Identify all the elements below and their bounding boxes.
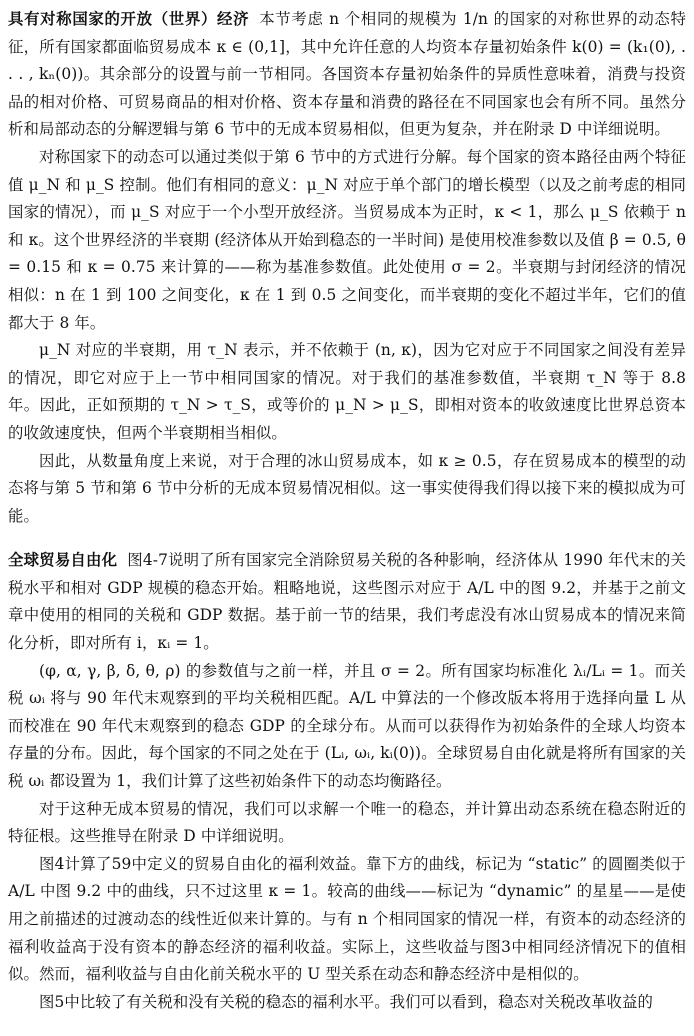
symmetric-paragraph-1: [8, 6, 686, 144]
liberalization-paragraph-1: [8, 547, 686, 657]
liberalization-paragraph-2: (φ, α, γ, β, δ, θ, ρ) 的参数值与之前一样，并且 σ = 2。所有国家均标准化 λᵢ/Lᵢ = 1。而关税 ωᵢ 将与 90 年代末观察到的平均关税相匹配。A/L 中算法的一个修改版本将用于选择向量 L 从而校准在 90 年代末观察到的稳态 GDP 的全球分布。从而可以获得作为初始条件的全球人均资本存量的分布。因此，每个国家的不同之处在于 (Lᵢ, ωᵢ, kᵢ(0))。全球贸易自由化就是将所有国家的关税 ωᵢ 都设置为 1，我们计算了这些初始条件下的动态均衡路径。: [8, 661, 686, 791]
section-heading-liberalization: 全球贸易自由化: [8, 551, 118, 570]
symmetric-paragraph-3: μ_N 对应的半衰期，用 τ_N 表示，并不依赖于 (n, κ)，因为它对应于不同国家之间没有差异的情况，即它对应于上一节中相同国家的情况。对于我们的基准参数值，半衰期 τ_N 等于 8.8 年。因此，正如预期的 τ_N > τ_S，或等价的 μ_N > μ_S，即相对资本的收敛速度比世界总资本的收敛速度快，但两个半衰期相当相似。: [8, 341, 686, 442]
symmetric-paragraph-4: 因此，从数量角度上来说，对于合理的冰山贸易成本，如 κ ≥ 0.5，存在贸易成本的模型的动态将与第 5 节和第 6 节中分析的无成本贸易情况相似。这一事实使得我们得以接下来的模拟成为可能。: [8, 451, 686, 525]
section-heading-symmetric: 具有对称国家的开放（世界）经济: [8, 10, 250, 28]
symmetric-paragraph-2: 对称国家下的动态可以通过类似于第 6 节中的方式进行分解。每个国家的资本路径由两个特征值 μ_N 和 μ_S 控制。他们有相同的意义：μ_N 对应于单个部门的增长模型（以及之前考虑的相同国家的情况），而 μ_S 对应于一个小型开放经济。当贸易成本为正时，κ < 1，那么 μ_S 依赖于 n 和 κ。这个世界经济的半衰期 (经济体从开始到稳态的一半时间) 是使用校准参数以及值 β = 0.5, θ = 0.15 和 κ = 0.75 来计算的——称为基准参数值。此处使用 σ = 2。半衰期与封闭经济的情况相似：n 在 1 到 100 之间变化，κ 在 1 到 0.5 之间变化，而半衰期的变化不超过半年，它们的值都大于 8 年。: [8, 147, 686, 332]
liberalization-paragraph-4: 图4计算了59中定义的贸易自由化的福利效益。靠下方的曲线，标记为 “static” 的圆圈类似于 A/L 中图 9.2 中的曲线，只不过这里 κ = 1。较高的曲线——标记为 “dynamic” 的星星——是使用之前描述的过渡动态的线性近似来计算的。与有 n 个相同国家的情况一样，有资本的动态经济的福利收益高于没有资本的静态经济的福利收益。实际上，这些收益与图3中相同经济情况下的值相似。然而，福利收益与自由化前关税水平的 U 型关系在动态和静态经济中是相似的。: [8, 854, 686, 984]
paragraph-text: 图4-7说明了所有国家完全消除贸易关税的各种影响，经济体从 1990 年代末的关税水平和相对 GDP 规模的稳态开始。粗略地说，这些图示对应于 A/L 中的图 9.2，并基于之前文章中使用的相同的关税和 GDP 数据。基于前一节的结果，我们考虑没有冰山贸易成本的情况来简化分析，即对所有 i，κᵢ = 1。: [8, 551, 686, 653]
paper-page: [8, 6, 686, 1016]
section-gap: [8, 530, 686, 547]
liberalization-paragraph-3: 对于这种无成本贸易的情况，我们可以求解一个唯一的稳态，并计算出动态系统在稳态附近的特征根。这些推导在附录 D 中详细说明。: [8, 799, 686, 846]
liberalization-paragraph-5: 图5中比较了有关税和没有关税的稳态的福利水平。我们可以看到，稳态对关税改革收益的: [39, 992, 654, 1011]
paragraph-text: 本节考虑 n 个相同的规模为 1/n 的国家的对称世界的动态特征，所有国家都面临贸易成本 κ ∈ (0,1]，其中允许任意的人均资本存量初始条件 k(0) = (k₁(0), . . . , kₙ(0))。其余部分的设置与前一节相同。各国资本存量初始条件的异质性意味着，消费与投资品的相对价格、可贸易商品的相对价格、资本存量和消费的路径在不同国家也会有所不同。虽然分析和局部动态的分解逻辑与第 6 节中的无成本贸易相似，但更为复杂，并在附录 D 中详细说明。: [8, 10, 686, 139]
